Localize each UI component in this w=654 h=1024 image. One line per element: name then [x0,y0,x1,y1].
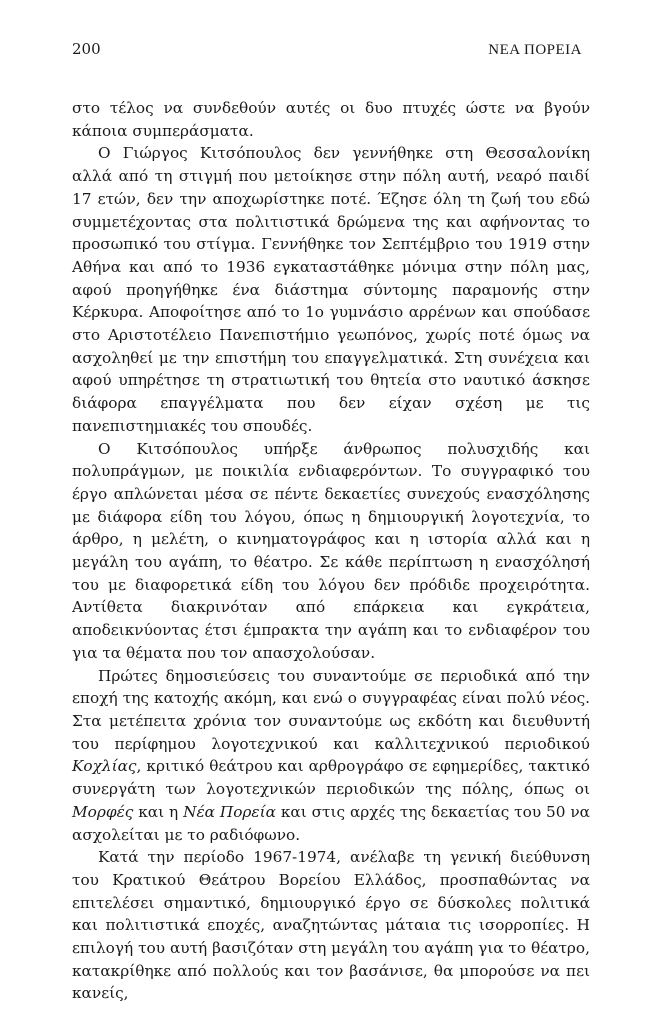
text-segment: και η [133,802,184,821]
page-number: 200 [72,40,101,58]
journal-title-nea-poreia: Νέα Πορεία [183,802,276,821]
paragraph-continuation: στο τέλος να συνδεθούν αυτές οι δυο πτυχές ώστε να βγούν κάποια συμπεράσματα. [72,99,590,140]
page-header [72,40,582,59]
text-segment: και στις αρχές της δεκαετίας του 50 να ασχολείται με το ραδιόφωνο. [72,802,590,844]
text-segment: , κριτικό θεάτρου και αρθρογράφο σε εφημερίδες, τακτικό συνεργάτη των λογοτεχνικών περιοδικών της πόλης, όπως οι [72,757,590,799]
paragraph-interests: Ο Κιτσόπουλος υπήρξε άνθρωπος πολυσχιδής και πολυπράγμων, με ποικιλία ενδιαφερόντων. Το συγγραφικό του έργο απλώνεται μέσα σε πέντε δεκαετίες συνεχούς ενασχόλησης με διάφορα είδη του λόγου, όπως η δημιουργική λογοτεχνία, το άρθρο, η μελέτη, ο κινηματογράφος και η ιστορία αλλά και η μεγάλη του αγάπη, το θέατρο. Σε κάθε περίπτωση η ενασχόλησή του με διαφορετικά είδη του λόγου δεν πρόδιδε προχειρότητα. Αντίθετα διακρινόταν από επάρκεια και εγκράτεια, αποδεικνύοντας έτσι έμπρακτα την αγάπη και το ενδιαφέρον του για τα θέματα που τον απασχολούσαν. [72,439,590,662]
running-title: ΝΕΑ ΠΟΡΕΙΑ [488,42,582,58]
journal-title-kochlias: Κοχλίας [72,757,137,776]
text-segment: Πρώτες δημοσιεύσεις του συναντούμε σε περιοδικά από την εποχή της κατοχής ακόμη, και ενώ ο συγγραφέας είναι πολύ νέος. Στα μετέπειτα χρόνια τον συναντούμε ως εκδότη και διευθυντή του περίφημου λογοτεχνικού και καλλιτεχνικού περιοδικού [72,666,590,753]
paragraph-theatre-direction: Κατά την περίοδο 1967-1974, ανέλαβε τη γενική διεύθυνση του Κρατικού Θεάτρου Βορείου Ελλάδος, προσπαθώντας να επιτελέσει σημαντικό, δημιουργικό έργο σε δύσκολες πολιτικά και πολιτιστικά εποχές, αναζητώντας μάταια τις ισορροπίες. Η επιλογή του αυτή βασιζόταν στη μεγάλη του αγάπη για το θέατρο, κατακρίθηκε από πολλούς και τον βασάνισε, θα μπορούσε να πει κανείς, [72,848,590,1003]
paragraph-biography: Ο Γιώργος Κιτσόπουλος δεν γεννήθηκε στη Θεσσαλονίκη αλλά από τη στιγμή που μετοίκησε στην πόλη αυτή, νεαρό παιδί 17 ετών, δεν την αποχωρίστηκε ποτέ. Έζησε όλη τη ζωή του εδώ συμμετέχοντας στα πολιτιστικά δρώμενα της και αφήνοντας το προσωπικό του στίγμα. Γεννήθηκε τον Σεπτέμβριο του 1919 στην Αθήνα και από το 1936 εγκαταστάθηκε μόνιμα στην πόλη μας, αφού προηγήθηκε ένα διάστημα σύντομης παραμονής στην Κέρκυρα. Αποφοίτησε από το 1ο γυμνάσιο αρρένων και σπούδασε στο Αριστοτέλειο Πανεπιστήμιο γεωπόνος, χωρίς ποτέ όμως να ασχοληθεί με την επιστήμη του επαγγελματικά. Στη συνέχεια και αφού υπηρέτησε τη στρατιωτική του θητεία στο ναυτικό άσκησε διάφορα επαγγέλματα που δεν είχαν σχέση με τις πανεπιστημιακές του σπουδές. [72,144,590,435]
paragraph-publications [72,665,590,847]
body-text [72,97,590,1005]
journal-title-morfes: Μορφές [72,802,134,821]
